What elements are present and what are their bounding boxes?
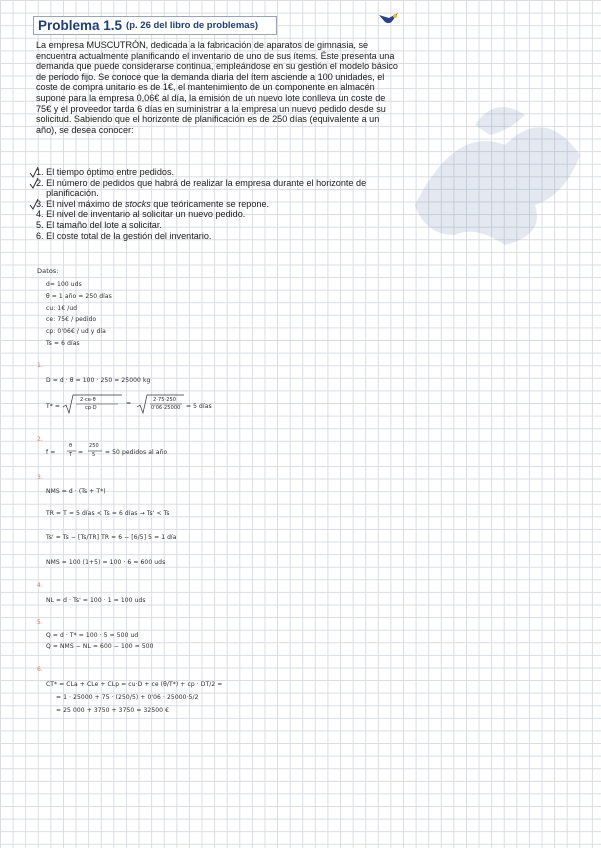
notes-section-4-number: 4.	[37, 582, 43, 589]
notes-step-1b-lhs: T* =	[46, 403, 60, 410]
notes-step-1b-den1: cp·D	[85, 405, 97, 411]
notes-section-6-number: 6.	[37, 666, 43, 673]
notes-datos-label: Datos:	[37, 267, 59, 275]
notes-data-ts: Ts = 6 días	[46, 340, 80, 347]
question-item: 6. El coste total de la gestión del inventario.	[36, 230, 212, 241]
notes-step-1b-result: = 5 días	[186, 403, 212, 410]
notes-data-cp: cp: 0'06€ / ud y día	[46, 328, 106, 335]
notes-step-3a: NMS = d · (Ts + T*)	[46, 488, 106, 495]
notes-step-6c: = 25 000 + 3750 + 3750 = 32500 €	[56, 707, 170, 714]
notes-step-2-result: = 50 pedidos al año	[105, 449, 168, 456]
fraction-bars	[66, 450, 106, 453]
notes-step-6a: CT* = CLa + CLe + CLp = cu·D + ce (θ/T*) + cp · DT/2 =	[46, 681, 223, 688]
question-item: 4. El nivel de inventario al solicitar un nuevo pedido.	[36, 209, 246, 220]
notes-section-3-number: 3.	[37, 474, 43, 481]
tick-mark-icon	[29, 177, 39, 189]
notes-data-cu: cu: 1€ /ud	[46, 305, 78, 312]
question-item: 2. El número de pedidos que habrá de realizar la empresa durante el horizonte de planificación.	[36, 178, 406, 199]
notes-step-2-num2: 250	[89, 443, 99, 449]
watermark-logo	[395, 85, 595, 255]
notes-step-5a: Q = d · T* = 100 · 5 = 500 ud	[46, 632, 139, 639]
question-list	[36, 167, 406, 241]
notes-step-4: NL = d · Ts' = 100 · 1 = 100 uds	[46, 597, 146, 604]
notes-step-5b: Q = NMS − NL = 600 − 100 = 500	[46, 643, 154, 650]
problem-statement: La empresa MUSCUTRÓN, dedicada a la fabricación de aparatos de gimnasia, se encuentra actualmente planificando el inventario de uno de sus ítems. Éste presenta una demanda que puede considerarse continua, empleándose en su gestión el modelo básico de periodo fijo. Se conoce que la demanda diaria del ítem asciende a 100 unidades, el coste de compra unitario es de 1€, el mantenimiento de un componente en almacén supone para la empresa 0,06€ al día, la emisión de un nuevo lote conlleva un coste de 75€ y el proveedor tarda 6 días en suministrar a la empresa un nuevo pedido desde su solicitud. Sabiendo que el horizonte de planificación es de 250 días (equivalente a un año), se desea conocer:	[36, 40, 398, 135]
question-item: 1. El tiempo óptimo entre pedidos.	[36, 167, 406, 178]
notes-data-d: d= 100 uds	[46, 281, 82, 288]
notes-step-2-den2: 5	[92, 452, 96, 458]
notes-step-3c: Ts' = Ts − [Ts/TR] TR = 6 − [6/5] 5 = 1 día	[46, 534, 177, 541]
notes-section-1-number: 1.	[37, 362, 43, 369]
notes-step-1b-num2: 2·75·250	[153, 397, 177, 403]
notes-data-theta: θ = 1 año = 250 días	[46, 293, 112, 300]
notes-step-1a: D = d · θ = 100 · 250 = 25000 kg	[46, 377, 151, 384]
notes-step-3b: TR = T = 5 días < Ts = 6 días → Ts' < Ts	[46, 510, 170, 517]
notes-step-1b-eq: =	[126, 400, 132, 407]
notes-data-ce: ce: 75€ / pedido	[46, 316, 97, 323]
notes-step-3d: NMS = 100 (1+5) = 100 · 6 = 600 uds	[46, 559, 166, 566]
question-item: 3. El nivel máximo de stocks que teóricamente se repone.	[36, 199, 406, 210]
problem-title: Problema 1.5	[38, 18, 123, 33]
notes-step-2-eq: =	[78, 449, 84, 456]
problem-title-box	[33, 16, 277, 35]
notes-step-1b-den2: 0'06·25000	[151, 405, 181, 411]
tick-mark-icon	[29, 198, 39, 210]
notes-step-2-num1: θ	[69, 443, 73, 449]
notes-step-1b-num1: 2·ce·θ	[80, 397, 96, 403]
problem-subtitle: (p. 26 del libro de problemas)	[126, 20, 259, 31]
notes-step-2-lhs: f =	[46, 449, 56, 456]
notes-section-2-number: 2.	[37, 436, 43, 443]
question-item: 5. El tamaño del lote a solicitar.	[36, 219, 162, 230]
notes-step-6b: = 1 · 25000 + 75 · (250/5) + 0'06 · 25000·5/2	[56, 694, 199, 701]
notes-step-2-den1: T	[69, 452, 73, 458]
bird-icon	[378, 12, 400, 26]
notes-section-5-number: 5.	[37, 619, 43, 626]
